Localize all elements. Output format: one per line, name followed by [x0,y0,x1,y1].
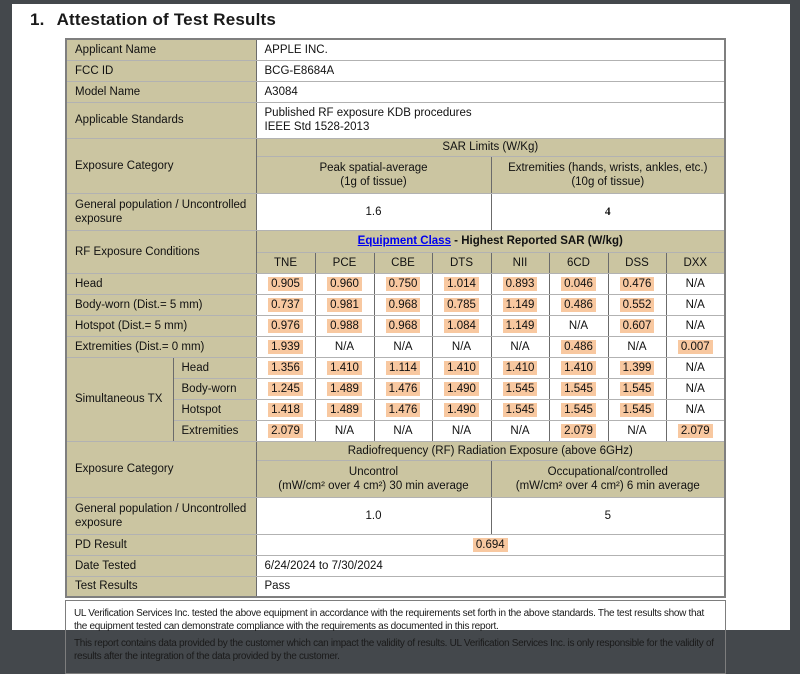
row-label: Extremities [173,420,256,441]
sar-value: 1.545 [608,399,666,420]
sar-value: N/A [432,420,491,441]
section-title-text: Attestation of Test Results [56,10,277,29]
sar-value: 1.114 [374,357,432,378]
sar-value: N/A [374,420,432,441]
sar-limits-header: SAR Limits (W/Kg) [256,138,725,156]
applicant-name-value: APPLE INC. [256,39,725,60]
sar-value: 1.149 [491,294,549,315]
sar-value: N/A [666,399,725,420]
sar-value: 1.489 [315,399,374,420]
rf-exposure-conditions-label: RF Exposure Conditions [66,230,256,273]
date-tested-value: 6/24/2024 to 7/30/2024 [256,555,725,576]
sar-value: 0.905 [256,273,315,294]
footer-paragraph-2: This report contains data provided by the customer which can impact the validity of results. UL Verification Services Inc. is only responsible for the validity of results after the integration of the data provided by the customer. [74,638,714,662]
sar-value: 1.084 [432,315,491,336]
sar-value: 0.750 [374,273,432,294]
sar-value: 1.476 [374,399,432,420]
row-label: Head [66,273,256,294]
row-label: Extremities (Dist.= 0 mm) [66,336,256,357]
standards-line2: IEEE Std 1528-2013 [264,121,370,133]
footer-paragraph-1: UL Verification Services Inc. tested the above equipment in accordance with the requirements set forth in the above standards. The test results show that the equipment tested can demonstrate compliance with the requirements as documented in this report. [74,608,705,632]
table-row [66,138,725,156]
uncontrol-header: Uncontrol (mW/cm² over 4 cm²) 30 min average [256,460,491,497]
sar-value: 1.489 [315,378,374,399]
attestation-footer [65,600,726,674]
pd-result-label: PD Result [66,534,256,555]
sar-value: 1.545 [491,399,549,420]
sar-value: N/A [666,294,725,315]
sar-value: 1.149 [491,315,549,336]
rf-radiation-header: Radiofrequency (RF) Radiation Exposure (above 6GHz) [256,441,725,460]
table-row-bodyworn [66,294,725,315]
rf-exposure-category-label: Exposure Category [66,441,256,497]
occupational-header: Occupational/controlled (mW/cm² over 4 cm²) 6 min average [491,460,725,497]
table-row [66,39,725,60]
general-population-label: General population / Uncontrolled exposure [66,193,256,230]
report-page [12,4,790,662]
date-tested-label: Date Tested [66,555,256,576]
column-header-dss: DSS [608,252,666,273]
attestation-table [65,38,726,598]
sar-value: 1.014 [432,273,491,294]
peak-spatial-header: Peak spatial-average (1g of tissue) [256,156,491,193]
sar-value: N/A [666,315,725,336]
standards-value [256,102,725,138]
sar-value: N/A [666,378,725,399]
column-header-nii: NII [491,252,549,273]
rf-general-population-label: General population / Uncontrolled exposure [66,497,256,534]
equipment-class-header [256,230,725,252]
sar-value: 1.356 [256,357,315,378]
section-title [30,10,790,30]
table-row [66,60,725,81]
sar-value: 0.046 [549,273,608,294]
column-header-dts: DTS [432,252,491,273]
column-header-cbe: CBE [374,252,432,273]
sar-value: 0.960 [315,273,374,294]
table-row-extremities [66,336,725,357]
sar-value: N/A [315,336,374,357]
sar-value: 0.737 [256,294,315,315]
table-row [66,555,725,576]
sar-value: 1.410 [432,357,491,378]
pd-result-value: 0.694 [256,534,725,555]
sar-value: 1.545 [608,378,666,399]
table-row [66,534,725,555]
table-row [66,576,725,597]
row-label: Hotspot (Dist.= 5 mm) [66,315,256,336]
applicant-name-label: Applicant Name [66,39,256,60]
sar-value: 1.545 [549,399,608,420]
sar-value: 0.486 [549,294,608,315]
sar-value: 0.552 [608,294,666,315]
sar-value: 1.410 [315,357,374,378]
extremities-header: Extremities (hands, wrists, ankles, etc.) (10g of tissue) [491,156,725,193]
sar-value: 0.007 [666,336,725,357]
sar-value: 2.079 [256,420,315,441]
sar-value: 1.490 [432,399,491,420]
table-row [66,230,725,252]
sar-value: 0.968 [374,294,432,315]
sar-value: 1.399 [608,357,666,378]
sar-value: 2.079 [666,420,725,441]
sar-value: 0.607 [608,315,666,336]
sar-value: 0.976 [256,315,315,336]
test-results-value: Pass [256,576,725,597]
row-label: Body-worn (Dist.= 5 mm) [66,294,256,315]
standards-label: Applicable Standards [66,102,256,138]
sar-value: N/A [491,420,549,441]
sar-value: 0.981 [315,294,374,315]
table-row [66,81,725,102]
table-row [66,193,725,230]
highest-reported-sar-text: - Highest Reported SAR (W/kg) [450,235,623,247]
fcc-id-label: FCC ID [66,60,256,81]
sar-value: N/A [666,357,725,378]
sar-value: 2.079 [549,420,608,441]
sar-value: N/A [549,315,608,336]
table-row [66,441,725,460]
sar-value: 0.486 [549,336,608,357]
sar-value: 1.545 [491,378,549,399]
column-header-pce: PCE [315,252,374,273]
sar-value: 0.785 [432,294,491,315]
equipment-class-link[interactable]: Equipment Class [357,235,451,247]
sar-value: 0.893 [491,273,549,294]
sar-value: N/A [608,336,666,357]
uncontrol-limit-value: 1.0 [256,497,491,534]
sar-value: 1.418 [256,399,315,420]
standards-line1: Published RF exposure KDB procedures [264,107,472,119]
column-header-dxx: DXX [666,252,725,273]
model-name-label: Model Name [66,81,256,102]
peak-limit-value: 1.6 [256,193,491,230]
test-results-label: Test Results [66,576,256,597]
extremities-limit-value: 4 [491,193,725,230]
sar-value: 1.490 [432,378,491,399]
table-row [66,497,725,534]
occupational-limit-value: 5 [491,497,725,534]
sar-value: 1.245 [256,378,315,399]
sar-value: 0.988 [315,315,374,336]
fcc-id-value: BCG-E8684A [256,60,725,81]
sar-value: 1.545 [549,378,608,399]
simultaneous-tx-label: Simultaneous TX [66,357,173,441]
model-name-value: A3084 [256,81,725,102]
table-row [66,102,725,138]
sar-value: 0.476 [608,273,666,294]
table-row-sim-head [66,357,725,378]
sar-value: 1.939 [256,336,315,357]
sar-value: 1.410 [491,357,549,378]
sar-value: N/A [608,420,666,441]
row-label: Body-worn [173,378,256,399]
row-label: Hotspot [173,399,256,420]
column-header-tne: TNE [256,252,315,273]
column-header-6cd: 6CD [549,252,608,273]
sar-value: 1.476 [374,378,432,399]
sar-value: N/A [491,336,549,357]
sar-value: 1.410 [549,357,608,378]
sar-value: N/A [315,420,374,441]
section-number: 1. [30,10,45,29]
sar-value: N/A [374,336,432,357]
table-row-hotspot [66,315,725,336]
row-label: Head [173,357,256,378]
sar-value: N/A [666,273,725,294]
sar-value: N/A [432,336,491,357]
table-row-head [66,273,725,294]
exposure-category-label: Exposure Category [66,138,256,193]
sar-value: 0.968 [374,315,432,336]
